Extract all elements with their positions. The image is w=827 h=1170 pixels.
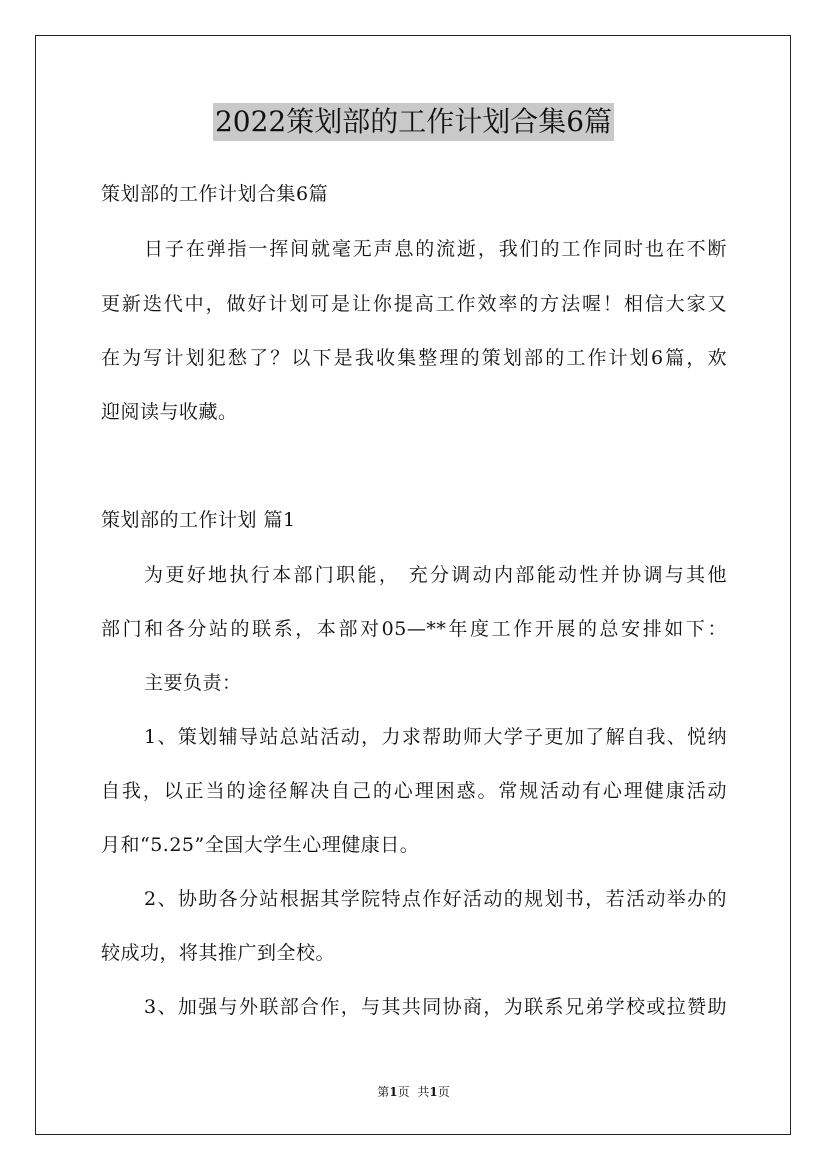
total-prefix: 共 — [417, 1085, 430, 1099]
page-footer — [0, 1084, 827, 1100]
body-line-9: 3、加强与外联部合作，与其共同协商，为联系兄弟学校或拉赞助 — [144, 996, 727, 1018]
body-line-3: 主要负责： — [144, 672, 242, 694]
total-suffix: 页 — [437, 1085, 450, 1099]
title-container — [0, 103, 827, 141]
body-line-4: 1、策划辅导站总站活动，力求帮助师大学子更加了解自我、悦纳 — [144, 726, 727, 748]
page-current: 1 — [389, 1085, 398, 1099]
intro-line-3: 在为写计划犯愁了？以下是我收集整理的策划部的工作计划6篇，欢 — [101, 347, 727, 369]
intro-line-4: 迎阅读与收藏。 — [101, 401, 238, 423]
intro-line-2: 更新迭代中，做好计划可是让你提高工作效率的方法喔！相信大家又 — [101, 293, 727, 315]
page-suffix: 页 — [397, 1085, 410, 1099]
body-line-1: 为更好地执行本部门职能， 充分调动内部能动性并协调与其他 — [144, 564, 727, 586]
body-line-7: 2、协助各分站根据其学院特点作好活动的规划书，若活动举办的 — [144, 888, 727, 910]
document-title: 2022策划部的工作计划合集6篇 — [213, 103, 614, 141]
intro-line-1: 日子在弹指一挥间就毫无声息的流逝，我们的工作同时也在不断 — [144, 238, 727, 260]
page-prefix: 第 — [377, 1085, 390, 1099]
body-line-8: 较成功，将其推广到全校。 — [101, 942, 336, 964]
section-heading: 策划部的工作计划 篇1 — [101, 509, 296, 531]
body-line-5: 自我，以正当的途径解决自己的心理困惑。常规活动有心理健康活动 — [101, 780, 727, 802]
subtitle-line: 策划部的工作计划合集6篇 — [101, 183, 329, 205]
body-line-6: 月和“5.25”全国大学生心理健康日。 — [101, 834, 420, 856]
page-total: 1 — [429, 1085, 438, 1099]
body-line-2: 部门和各分站的联系，本部对05—**年度工作开展的总安排如下： — [101, 618, 727, 640]
